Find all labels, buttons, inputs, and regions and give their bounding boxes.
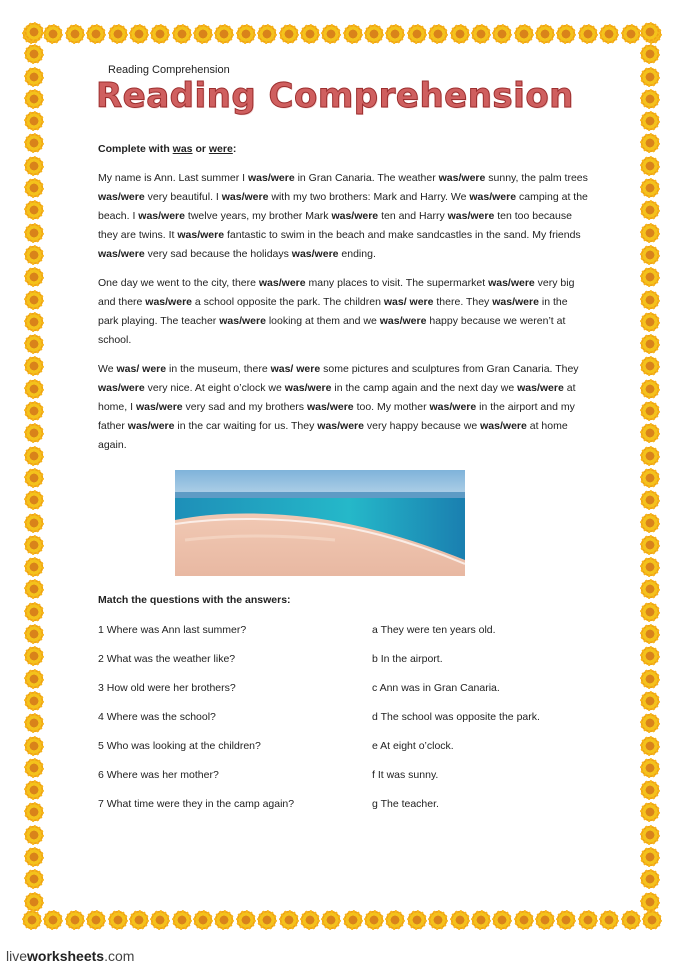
sun-flower-border-icon [24,490,44,510]
sun-flower-border-icon [343,24,363,44]
border-right [640,22,662,912]
sun-flower-border-icon [640,490,660,510]
sun-flower-border-icon [193,910,213,930]
sun-flower-border-icon [407,24,427,44]
sun-flower-border-icon [514,910,534,930]
sun-flower-border-icon [640,758,660,778]
choice-was-were: was/were [291,248,339,260]
sun-flower-border-icon [640,602,660,622]
sun-flower-border-icon [129,24,149,44]
sun-flower-border-icon [24,847,44,867]
sun-flower-border-icon [24,579,44,599]
sun-flower-border-icon [129,910,149,930]
choice-was-were: was/were [331,210,379,222]
sun-flower-border-icon [172,910,192,930]
sun-flower-border-icon [385,24,405,44]
question-4: 4 Where was the school? [98,711,216,723]
sun-flower-border-icon [640,401,660,421]
sun-flower-border-icon [257,910,277,930]
choice-was-were: was/were [379,315,427,327]
sun-flower-border-icon [24,156,44,176]
sun-flower-border-icon [65,24,85,44]
instruction-prefix: Complete with [98,143,173,155]
sun-flower-border-icon [492,910,512,930]
liveworksheets-logo[interactable] [6,948,134,964]
sun-flower-border-icon [492,24,512,44]
sun-flower-border-icon [24,67,44,87]
story-paragraph-2: One day we went to the city, there was/were many places to visit. The supermarket was/were very big and there was/were a school opposite the park. The children was/ were there. They was/were in the park playing. The teacher was/were looking at them and we was/were happy because we weren’t at school. [98,277,575,346]
sun-flower-border-icon [24,691,44,711]
sun-flower-border-icon [640,669,660,689]
sun-flower-border-icon [24,892,44,912]
sun-flower-border-icon [300,24,320,44]
sun-flower-border-icon [640,379,660,399]
sun-flower-border-icon [86,910,106,930]
sun-flower-border-icon [621,910,641,930]
sun-flower-border-icon [556,24,576,44]
sun-flower-border-icon [24,446,44,466]
sun-flower-border-icon [640,446,660,466]
sun-flower-border-icon [24,825,44,845]
answer-e: e At eight o’clock. [372,740,454,752]
choice-was-were: was/were [284,382,332,394]
sun-flower-border-icon [24,44,44,64]
sun-flower-border-icon [640,557,660,577]
sun-flower-border-icon [24,89,44,109]
sun-flower-border-icon [279,910,299,930]
choice-was-were: was/were [488,277,535,289]
sun-flower-border-icon [640,89,660,109]
sun-flower-border-icon [640,802,660,822]
sun-flower-border-icon [24,290,44,310]
sun-flower-border-icon [640,624,660,644]
sun-flower-border-icon [640,22,660,42]
border-left [24,22,46,912]
sun-flower-border-icon [640,312,660,332]
sun-flower-border-icon [24,736,44,756]
sun-flower-border-icon [22,910,42,930]
choice-was-were: was/were [492,296,539,308]
answer-c: c Ann was in Gran Canaria. [372,682,500,694]
sun-flower-border-icon [556,910,576,930]
choice-was-were: was/were [135,401,183,413]
sun-flower-border-icon [640,178,660,198]
choice-was-were: was/were [317,420,364,432]
small-title: Reading Comprehension [108,64,230,76]
question-3: 3 How old were her brothers? [98,682,236,694]
sun-flower-border-icon [24,312,44,332]
sun-flower-border-icon [108,910,128,930]
choice-was-were: was/ were [383,296,434,308]
choice-was-were: was/were [469,191,517,203]
sun-flower-border-icon [24,758,44,778]
story-paragraph-1: My name is Ann. Last summer I was/were in Gran Canaria. The weather was/were sunny, the palm trees was/were very beautiful. I was/were with my two brothers: Mark and Harry. We was/were camping at the beach. I was/were twelve years, my brother Mark was/were ten and Harry was/were ten too because they are twins. It was/were fantastic to swim in the beach and make sandcastles in the sand. My friends was/were very sad because the holidays was/were ending. [98,172,588,260]
sun-flower-border-icon [535,910,555,930]
border-top [22,24,662,46]
instruction-were: were [208,143,233,155]
choice-was-were: was/were [177,229,225,241]
sun-flower-border-icon [24,557,44,577]
sun-flower-border-icon [640,579,660,599]
choice-was-were: was/were [127,420,175,432]
sun-flower-border-icon [86,24,106,44]
sun-flower-border-icon [24,669,44,689]
sun-flower-border-icon [150,910,170,930]
sun-flower-border-icon [321,24,341,44]
border-bottom [22,910,662,932]
answer-f: f It was sunny. [372,769,439,781]
sun-flower-border-icon [640,133,660,153]
choice-was-were: was/were [438,172,486,184]
sun-flower-border-icon [450,24,470,44]
answer-g: g The teacher. [372,798,439,810]
sun-flower-border-icon [599,910,619,930]
sun-flower-border-icon [640,736,660,756]
worksheet-content [98,140,588,465]
sun-flower-border-icon [24,356,44,376]
sun-flower-border-icon [24,513,44,533]
beach-photo [175,470,465,576]
sun-flower-border-icon [385,910,405,930]
sun-flower-border-icon [24,646,44,666]
choice-was-were: was/were [480,420,527,432]
sun-flower-border-icon [24,111,44,131]
sun-flower-border-icon [450,910,470,930]
logo-live: live [6,948,28,964]
choice-was-were: was/were [98,248,145,260]
instruction-suffix: : [232,143,237,155]
sun-flower-border-icon [279,24,299,44]
question-6: 6 Where was her mother? [98,769,219,781]
sun-flower-border-icon [24,334,44,354]
sun-flower-border-icon [24,869,44,889]
instruction-or: or [192,143,209,155]
sun-flower-border-icon [514,24,534,44]
question-7: 7 What time were they in the camp again? [98,798,295,810]
sun-flower-border-icon [364,910,384,930]
sun-flower-border-icon [43,24,63,44]
sun-flower-border-icon [321,910,341,930]
sun-flower-border-icon [640,423,660,443]
sun-flower-border-icon [640,44,660,64]
sun-flower-border-icon [640,290,660,310]
choice-was-were: was/were [145,296,192,308]
sun-flower-border-icon [193,24,213,44]
sun-flower-border-icon [24,200,44,220]
sun-flower-border-icon [65,910,85,930]
sun-flower-border-icon [640,825,660,845]
sun-flower-border-icon [640,847,660,867]
sun-flower-border-icon [640,535,660,555]
sun-flower-border-icon [214,24,234,44]
choice-was-were: was/ were [116,363,167,375]
choice-was-were: was/were [221,191,269,203]
sun-flower-border-icon [599,24,619,44]
match-title: Match the questions with the answers: [98,594,291,606]
sun-flower-border-icon [535,24,555,44]
choice-was-were: was/were [447,210,495,222]
sun-flower-border-icon [621,24,641,44]
sun-flower-border-icon [43,910,63,930]
sun-flower-border-icon [24,401,44,421]
instruction-was: was [172,143,193,155]
instruction [98,140,588,159]
choice-was-were: was/were [138,210,185,222]
sun-flower-border-icon [24,178,44,198]
sun-flower-border-icon [214,910,234,930]
sun-flower-border-icon [471,910,491,930]
logo-worksheets: worksheets [27,948,105,964]
page-title: Reading Comprehension [96,76,574,116]
sun-flower-border-icon [640,334,660,354]
sun-flower-border-icon [364,24,384,44]
sun-flower-border-icon [578,910,598,930]
sun-flower-border-icon [640,245,660,265]
sun-flower-border-icon [642,910,662,930]
sun-flower-border-icon [24,535,44,555]
sun-flower-border-icon [24,468,44,488]
sun-flower-border-icon [640,780,660,800]
sun-flower-border-icon [24,245,44,265]
choice-was-were: was/were [429,401,477,413]
sun-flower-border-icon [471,24,491,44]
sun-flower-border-icon [578,24,598,44]
sun-flower-border-icon [24,223,44,243]
sun-flower-border-icon [640,223,660,243]
sun-flower-border-icon [236,910,256,930]
sun-flower-border-icon [108,24,128,44]
sun-flower-border-icon [300,910,320,930]
answer-d: d The school was opposite the park. [372,711,540,723]
choice-was-were: was/were [517,382,564,394]
sun-flower-border-icon [24,379,44,399]
sun-flower-border-icon [640,691,660,711]
sun-flower-border-icon [428,910,448,930]
sun-flower-border-icon [24,802,44,822]
sun-flower-border-icon [24,602,44,622]
sun-flower-border-icon [257,24,277,44]
sun-flower-border-icon [150,24,170,44]
sun-flower-border-icon [428,24,448,44]
sun-flower-border-icon [640,111,660,131]
sun-flower-border-icon [24,624,44,644]
sun-flower-border-icon [172,24,192,44]
sun-flower-border-icon [640,67,660,87]
logo-com: .com [104,948,135,964]
answer-a: a They were ten years old. [372,624,496,636]
question-5: 5 Who was looking at the children? [98,740,261,752]
sun-flower-border-icon [640,267,660,287]
choice-was-were: was/ were [270,363,321,375]
sun-flower-border-icon [24,267,44,287]
sun-flower-border-icon [407,910,427,930]
sun-flower-border-icon [640,468,660,488]
sun-flower-border-icon [24,22,44,42]
sun-flower-border-icon [24,423,44,443]
sun-flower-border-icon [24,780,44,800]
sun-flower-border-icon [640,200,660,220]
sun-flower-border-icon [640,892,660,912]
choice-was-were: was/were [98,191,145,203]
sun-flower-border-icon [640,356,660,376]
sun-flower-border-icon [236,24,256,44]
answer-b: b In the airport. [372,653,443,665]
choice-was-were: was/were [219,315,266,327]
sun-flower-border-icon [24,713,44,733]
sun-flower-border-icon [24,133,44,153]
sun-flower-border-icon [640,869,660,889]
sun-flower-border-icon [640,156,660,176]
question-1: 1 Where was Ann last summer? [98,624,247,636]
sun-flower-border-icon [343,910,363,930]
choice-was-were: was/were [306,401,354,413]
choice-was-were: was/were [258,277,306,289]
story-paragraph-3: We was/ were in the museum, there was/ were some pictures and sculptures from Gran Canaria. They was/were very nice. At eight o’clock we was/were in the camp again and the next day we was/were at home, I was/were very sad and my brothers was/were too. My mother was/were in the airport and my father was/were in the car waiting for us. They was/were very happy because we was/were at home again. [98,363,579,451]
sun-flower-border-icon [640,513,660,533]
question-2: 2 What was the weather like? [98,653,236,665]
choice-was-were: was/were [247,172,295,184]
sun-flower-border-icon [640,646,660,666]
choice-was-were: was/were [98,382,145,394]
sun-flower-border-icon [640,713,660,733]
